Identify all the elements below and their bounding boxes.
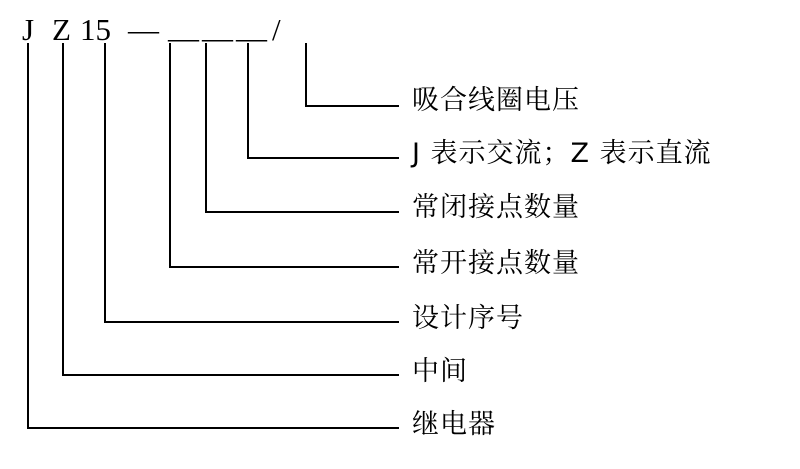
label-relay: 继电器 xyxy=(412,409,496,440)
label-coil-voltage: 吸合线圈电压 xyxy=(412,85,580,116)
leader-intermediate xyxy=(63,44,398,375)
leader-nc-contacts xyxy=(206,44,398,212)
label-current-type: J 表示交流；Z 表示直流 xyxy=(412,138,712,169)
leader-coil-voltage xyxy=(306,44,398,106)
leader-relay xyxy=(28,44,398,428)
code-char: — xyxy=(128,12,159,47)
label-no-contacts: 常开接点数量 xyxy=(412,248,580,279)
code-char: / xyxy=(272,12,281,47)
code-char: 15 xyxy=(80,12,111,47)
code-char: J xyxy=(22,12,35,47)
code-char: — xyxy=(236,20,267,55)
label-design-serial: 设计序号 xyxy=(412,303,524,334)
leader-design-serial xyxy=(105,44,398,322)
leader-no-contacts xyxy=(170,44,398,267)
label-intermediate: 中间 xyxy=(412,356,468,387)
code-char: — xyxy=(202,20,233,55)
code-char: Z xyxy=(52,12,71,47)
leader-current-type xyxy=(248,44,398,158)
code-char: — xyxy=(168,20,199,55)
label-nc-contacts: 常闭接点数量 xyxy=(412,192,580,223)
